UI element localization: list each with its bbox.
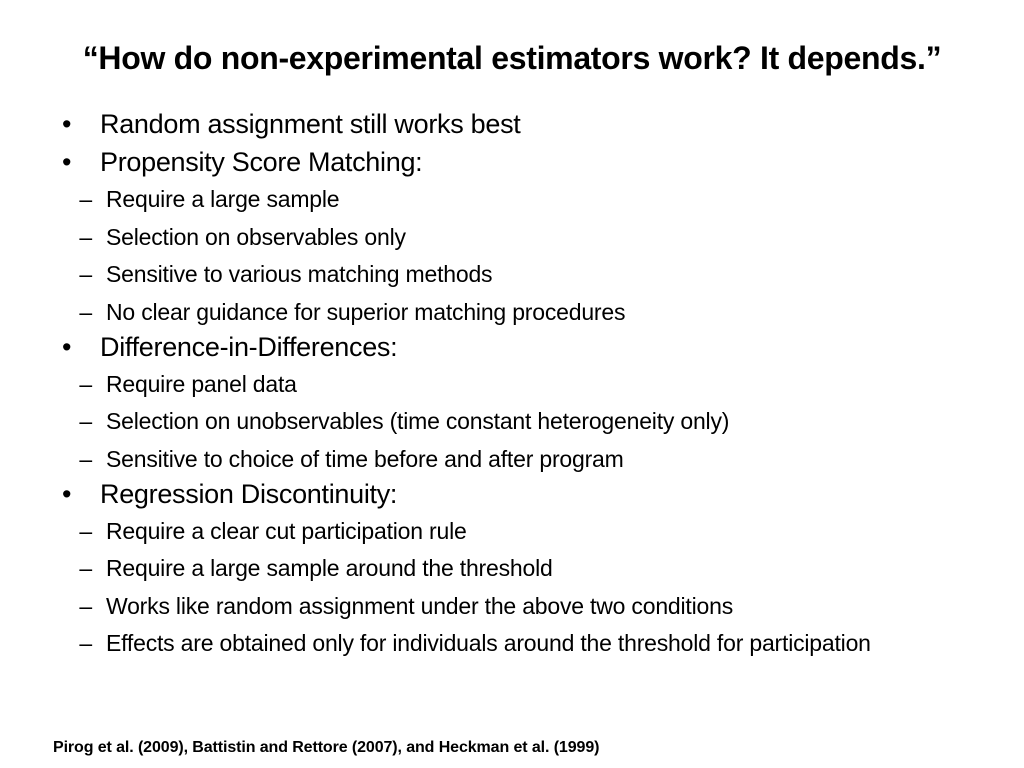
sub-bullet-item <box>62 222 906 252</box>
sub-bullet-item <box>62 628 906 658</box>
sub-bullet-text: Require a clear cut participation rule <box>106 517 467 544</box>
bullet-group <box>62 144 982 327</box>
sub-bullet-item <box>62 369 906 399</box>
dash-icon: – <box>79 555 92 581</box>
sub-bullet-text: Sensitive to various matching methods <box>106 261 493 287</box>
dash-icon: – <box>79 517 92 544</box>
dash-icon: – <box>79 223 92 250</box>
sub-bullet-text: Selection on observables only <box>106 223 406 250</box>
sub-bullet-item <box>62 516 906 546</box>
dash-icon: – <box>79 186 92 212</box>
sub-bullet-text: Effects are obtained only for individuals around the threshold for participation <box>106 630 871 656</box>
sub-bullet-list <box>62 516 982 659</box>
bullet-item <box>62 144 982 180</box>
dash-icon: – <box>79 630 92 656</box>
dash-icon: – <box>79 370 92 397</box>
dash-icon: – <box>79 261 92 287</box>
bullet-list <box>62 104 982 660</box>
bullet-icon: • <box>62 109 72 139</box>
sub-bullet-text: Works like random assignment under the above two conditions <box>106 592 734 619</box>
bullet-icon: • <box>62 147 72 177</box>
dash-icon: – <box>79 445 92 472</box>
sub-bullet-text: No clear guidance for superior matching procedures <box>106 298 626 325</box>
bullet-item <box>62 106 982 142</box>
bullet-group <box>62 329 982 474</box>
citation: Pirog et al. (2009), Battistin and Rettore (2007), and Heckman et al. (1999) <box>53 739 600 756</box>
bullet-text: Regression Discontinuity: <box>100 478 398 509</box>
slide-title: “How do non-experimental estimators work? It depends.” <box>82 40 942 76</box>
bullet-group <box>62 106 982 142</box>
dash-icon: – <box>79 408 92 434</box>
sub-bullet-item <box>62 553 906 583</box>
bullet-item <box>62 476 982 512</box>
bullet-text: Random assignment still works best <box>100 109 521 139</box>
sub-bullet-list <box>62 369 982 474</box>
sub-bullet-text: Require a large sample <box>106 186 340 212</box>
bullet-text: Propensity Score Matching: <box>100 147 423 177</box>
bullet-text: Difference-in-Differences: <box>100 331 398 362</box>
dash-icon: – <box>79 298 92 325</box>
dash-icon: – <box>79 592 92 619</box>
sub-bullet-text: Require a large sample around the threshold <box>106 555 553 581</box>
sub-bullet-item <box>62 297 906 327</box>
sub-bullet-item <box>62 259 906 289</box>
sub-bullet-item <box>62 591 906 621</box>
sub-bullet-text: Selection on unobservables (time constant heterogeneity only) <box>106 408 730 434</box>
sub-bullet-list <box>62 184 982 327</box>
sub-bullet-item <box>62 406 906 436</box>
sub-bullet-item <box>62 184 906 214</box>
bullet-group <box>62 476 982 659</box>
sub-bullet-item <box>62 444 906 474</box>
bullet-icon: • <box>62 331 72 362</box>
sub-bullet-text: Sensitive to choice of time before and after program <box>106 445 624 472</box>
sub-bullet-text: Require panel data <box>106 370 297 397</box>
bullet-item <box>62 329 982 365</box>
bullet-icon: • <box>62 478 72 509</box>
